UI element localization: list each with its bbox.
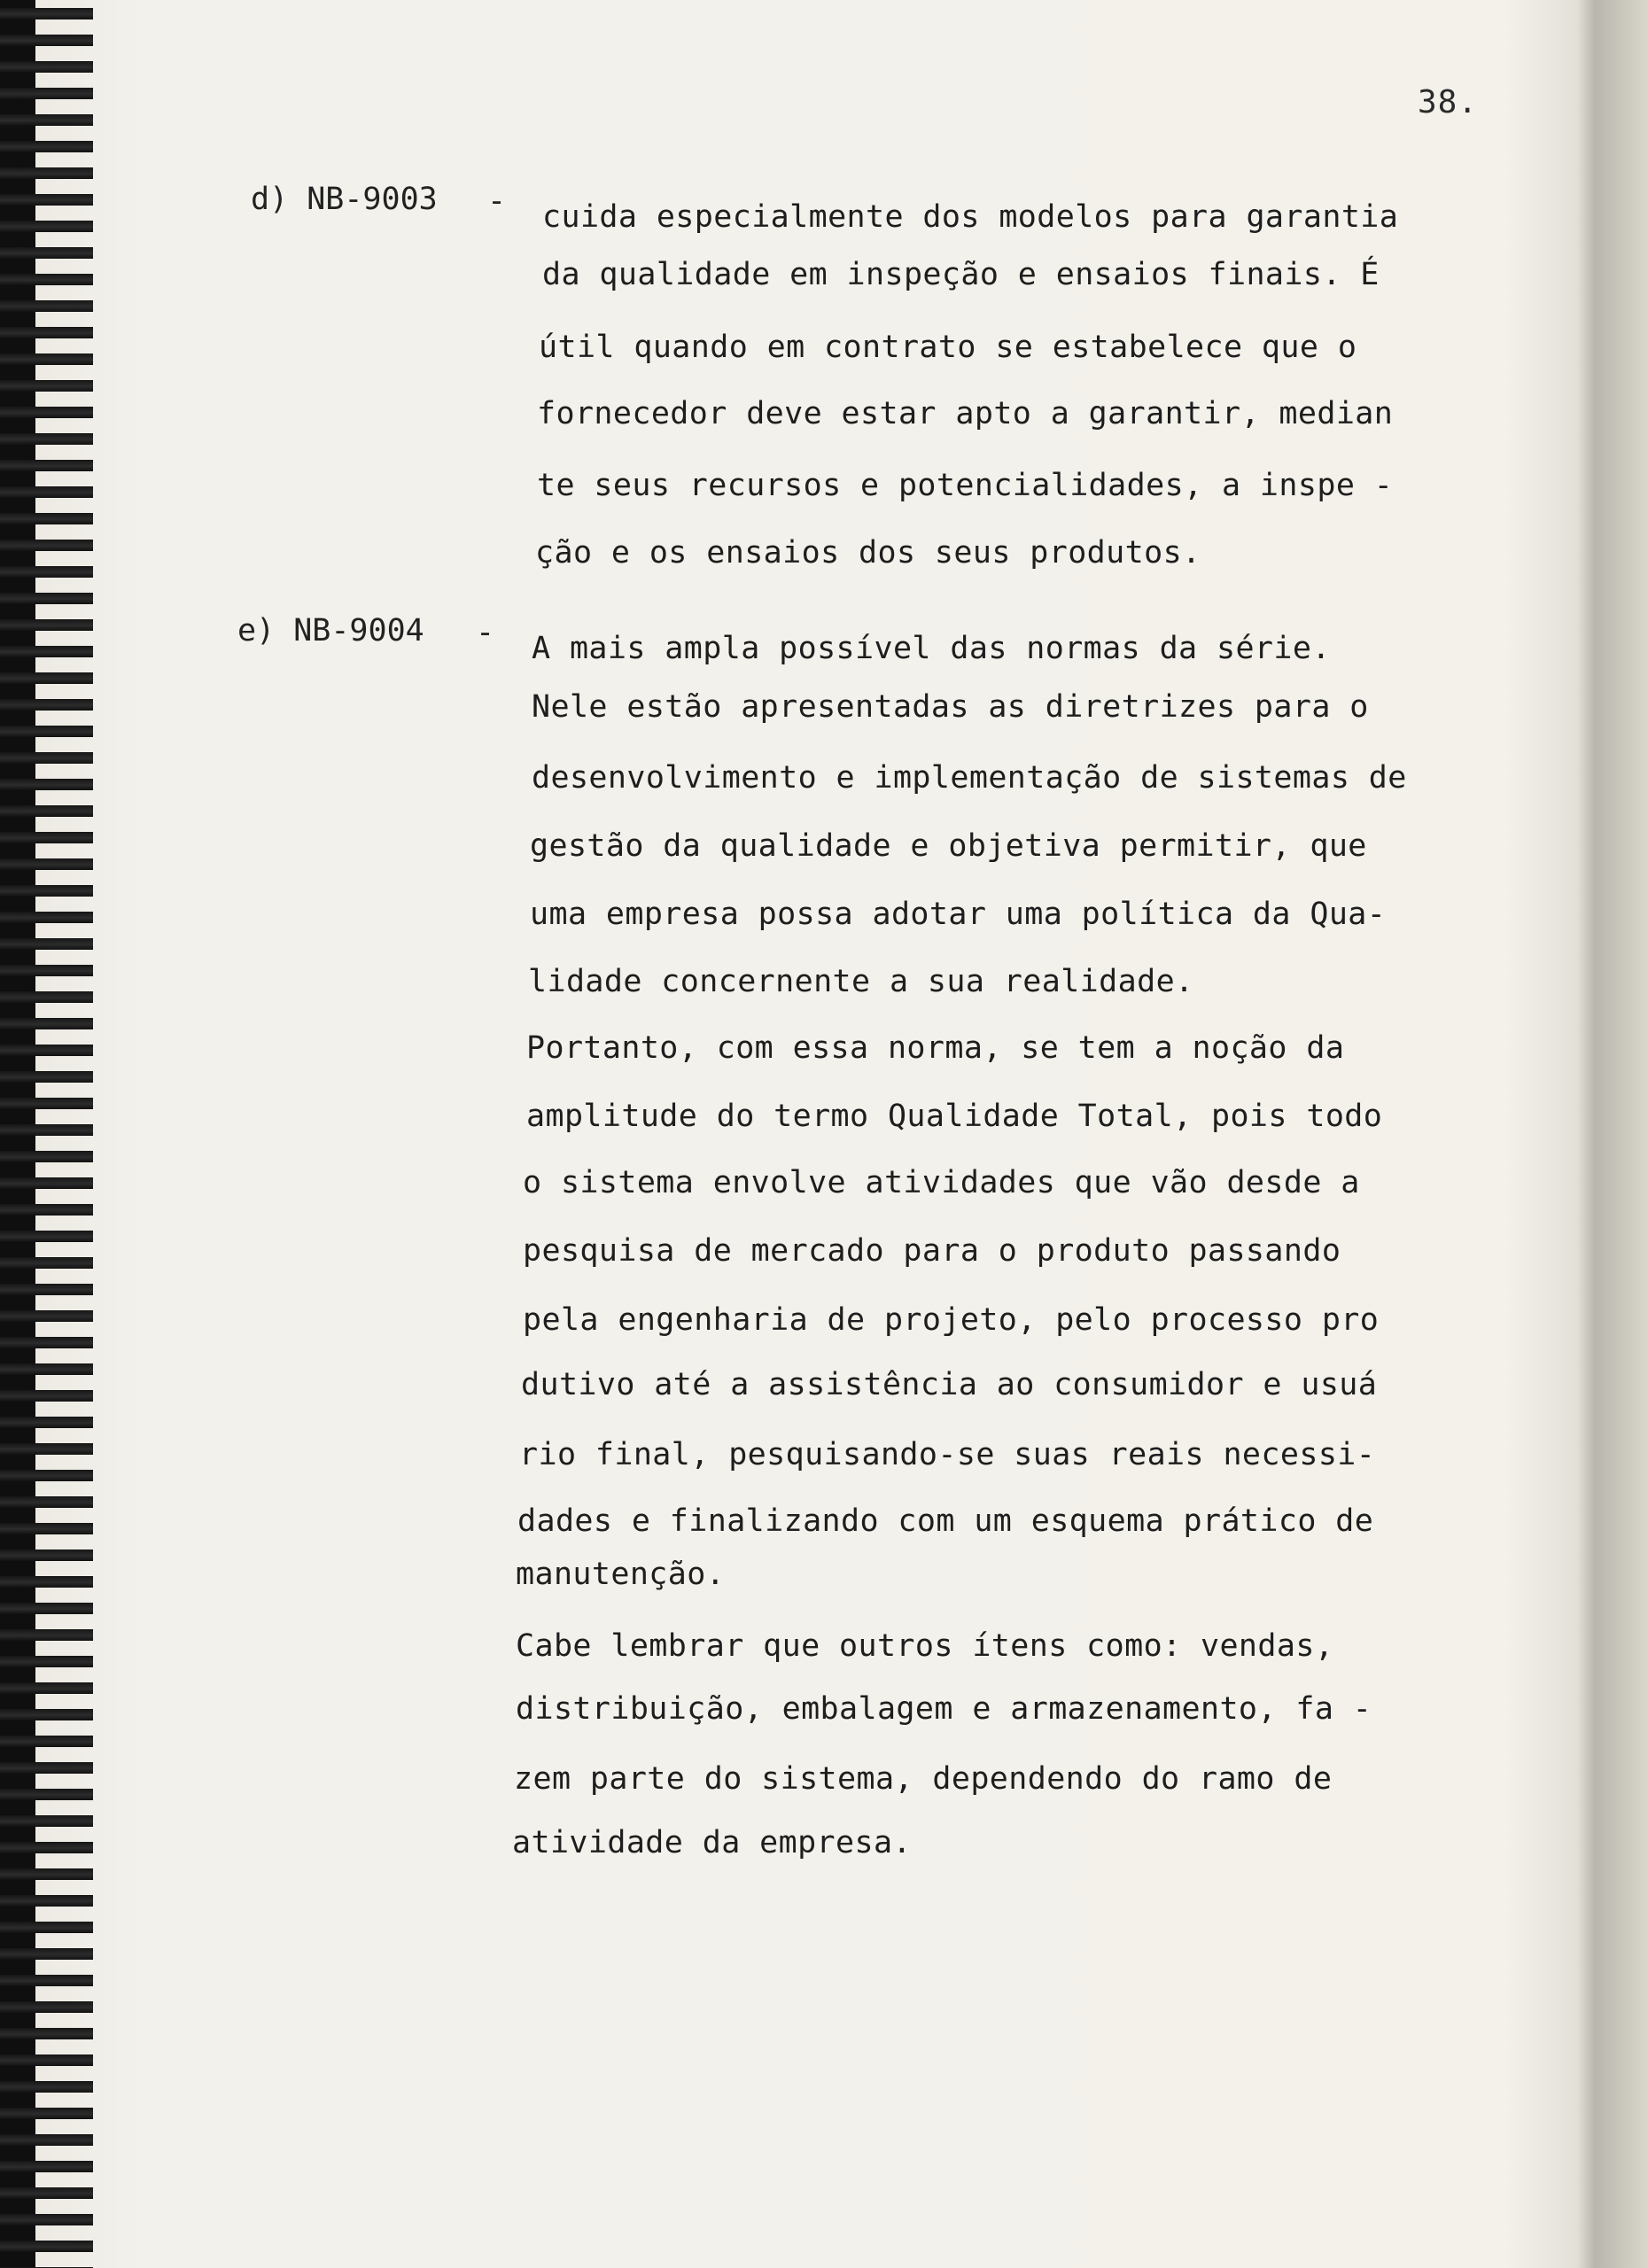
- spiral-binding: [0, 0, 93, 2268]
- text-line: lidade concernente a sua realidade.: [528, 964, 1194, 999]
- text-line: amplitude do termo Qualidade Total, pois todo: [526, 1099, 1383, 1134]
- item-dash: -: [476, 615, 495, 650]
- text-line: atividade da empresa.: [512, 1825, 912, 1860]
- text-line: uma empresa possa adotar uma política da Qua-: [530, 897, 1387, 932]
- text-line: pesquisa de mercado para o produto passando: [523, 1233, 1341, 1269]
- text-line: rio final, pesquisando-se suas reais necessi-: [519, 1437, 1376, 1472]
- text-line: Cabe lembrar que outros ítens como: vendas,: [516, 1628, 1334, 1664]
- text-line: ção e os ensaios dos seus produtos.: [535, 535, 1201, 571]
- text-line: fornecedor deve estar apto a garantir, median: [537, 396, 1394, 431]
- item-label: d) NB-9003: [251, 182, 438, 217]
- text-line: te seus recursos e potencialidades, a inspe -: [537, 468, 1394, 503]
- item-dash: -: [487, 183, 507, 219]
- text-line: pela engenharia de projeto, pelo processo pro: [523, 1302, 1380, 1338]
- text-line: útil quando em contrato se estabelece que o: [539, 330, 1357, 365]
- text-line: manutenção.: [516, 1557, 726, 1592]
- text-line: dades e finalizando com um esquema prático de: [517, 1503, 1374, 1539]
- text-line: cuida especialmente dos modelos para garantia: [542, 199, 1399, 235]
- item-label: e) NB-9004: [237, 613, 424, 649]
- text-line: da qualidade em inspeção e ensaios finais. É: [542, 257, 1380, 292]
- text-line: desenvolvimento e implementação de sistemas de: [532, 760, 1407, 796]
- text-line: dutivo até a assistência ao consumidor e usuá: [521, 1367, 1378, 1402]
- text-line: distribuição, embalagem e armazenamento, fa -: [516, 1691, 1372, 1727]
- page-number: 38.: [1418, 84, 1479, 120]
- text-line: gestão da qualidade e objetiva permitir, que: [530, 828, 1367, 864]
- text-line: Portanto, com essa norma, se tem a noção da: [526, 1030, 1345, 1066]
- text-line: A mais ampla possível das normas da série.: [532, 631, 1331, 666]
- text-line: zem parte do sistema, dependendo do ramo de: [514, 1761, 1333, 1797]
- text-line: o sistema envolve atividades que vão desde a: [523, 1165, 1360, 1200]
- text-line: Nele estão apresentadas as diretrizes para o: [532, 689, 1369, 725]
